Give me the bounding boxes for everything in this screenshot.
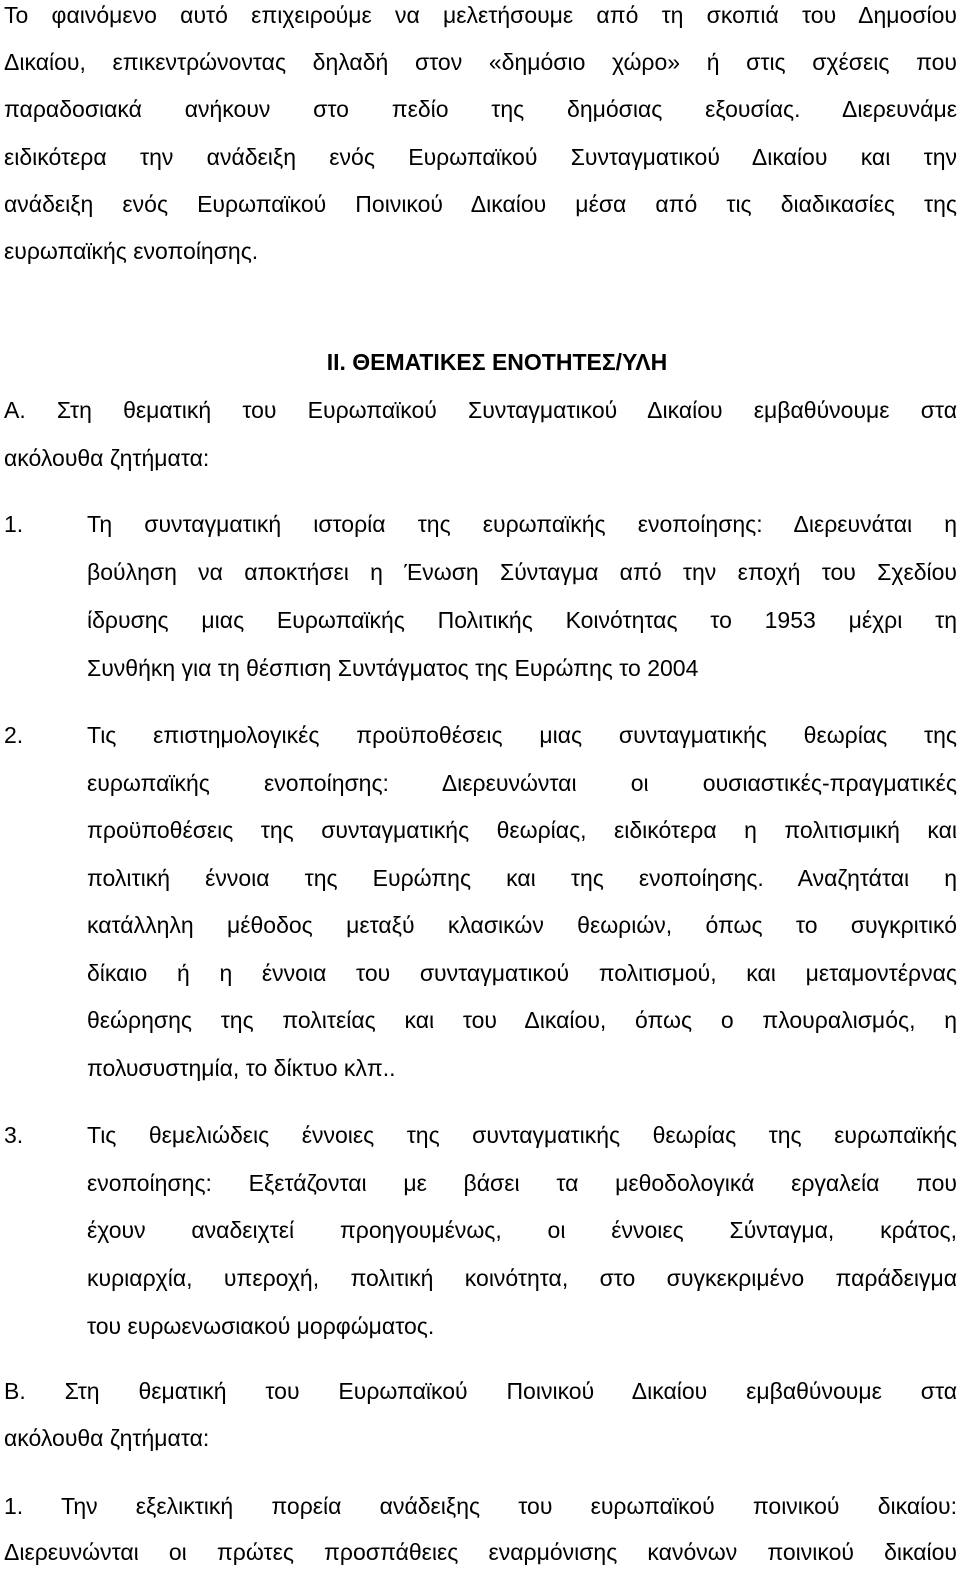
list-item-number: 2. [4,722,24,748]
list-item-line: ίδρυσης μιας Ευρωπαϊκής Πολιτικής Κοινότητας το 1953 μέχρι τη [87,607,957,633]
list-item-line: ενοποίησης: Εξετάζονται με βάσει τα μεθοδολογικά εργαλεία που [87,1170,957,1196]
list-item-line: θεώρησης της πολιτείας και του Δικαίου, όπως ο πλουραλισμός, η [87,1007,957,1033]
list-item-line: προϋποθέσεις της συνταγματικής θεωρίας, ειδικότερα η πολιτισμική και [87,817,957,843]
intro-line: ειδικότερα την ανάδειξη ενός Ευρωπαϊκού Συνταγματικού Δικαίου και την [4,144,957,170]
list-item-line: βούληση να αποκτήσει η Ένωση Σύνταγμα από την εποχή του Σχεδίου [87,559,957,585]
list-item-line: κυριαρχία, υπεροχή, πολιτική κοινότητα, στο συγκεκριμένο παράδειγμα [87,1265,957,1291]
intro-line: ανάδειξη ενός Ευρωπαϊκού Ποινικού Δικαίου μέσα από τις διαδικασίες της [4,191,957,217]
section-b-line: Β. Στη θεματική του Ευρωπαϊκού Ποινικού Δικαίου εμβαθύνουμε στα [4,1378,957,1404]
intro-line: παραδοσιακά ανήκουν στο πεδίο της δημόσιας εξουσίας. Διερευνάμε [4,96,957,122]
list-item-number: 3. [4,1122,24,1148]
section-a-line: Α. Στη θεματική του Ευρωπαϊκού Συνταγματικού Δικαίου εμβαθύνουμε στα [4,397,957,423]
list-item-line: έχουν αναδειχτεί προηγουμένως, οι έννοιες Σύνταγμα, κράτος, [87,1217,957,1243]
intro-line: ευρωπαϊκής ενοποίησης. [4,238,259,264]
intro-line: Το φαινόμενο αυτό επιχειρούμε να μελετήσουμε από τη σκοπιά του Δημοσίου [4,2,957,28]
list-item-line: Τις θεμελιώδεις έννοιες της συνταγματικής θεωρίας της ευρωπαϊκής [87,1122,957,1148]
intro-line: Δικαίου, επικεντρώνοντας δηλαδή στον «δημόσιο χώρο» ή στις σχέσεις που [4,49,957,75]
list-item-line: Τις επιστημολογικές προϋποθέσεις μιας συνταγματικής θεωρίας της [87,722,957,748]
list-item-line: πολιτική έννοια της Ευρώπης και της ενοποίησης. Αναζητάται η [87,865,957,891]
list-item-line: κατάλληλη μέθοδος μεταξύ κλασικών θεωριών, όπως το συγκριτικό [87,912,957,938]
list-item-line: Συνθήκη για τη θέσπιση Συντάγματος της Ευρώπης το 2004 [87,655,699,681]
section-title: II. ΘΕΜΑΤΙΚΕΣ ΕΝΟΤΗΤΕΣ/ΥΛΗ [326,349,668,375]
list-item-line: δίκαιο ή η έννοια του συνταγματικού πολιτισμού, και μεταμοντέρνας [87,960,957,986]
list-item-line: Τη συνταγματική ιστορία της ευρωπαϊκής ενοποίησης: Διερευνάται η [87,511,957,537]
list-item-line: πολυσυστημία, το δίκτυο κλπ.. [87,1055,396,1081]
section-b-line: ακόλουθα ζητήματα: [4,1425,210,1451]
list-item-line: του ευρωενωσιακού μορφώματος. [87,1313,435,1339]
list-item-line: ευρωπαϊκής ενοποίησης: Διερευνώνται οι ουσιαστικές-πραγματικές [87,770,957,796]
list-item-number: 1. [4,511,24,537]
section-a-line: ακόλουθα ζητήματα: [4,445,210,471]
list-item-line: Διερευνώνται οι πρώτες προσπάθειες εναρμόνισης κανόνων ποινικού δικαίου [4,1539,957,1565]
list-item-line: 1. Την εξελικτική πορεία ανάδειξης του ευρωπαϊκού ποινικού δικαίου: [4,1493,957,1519]
